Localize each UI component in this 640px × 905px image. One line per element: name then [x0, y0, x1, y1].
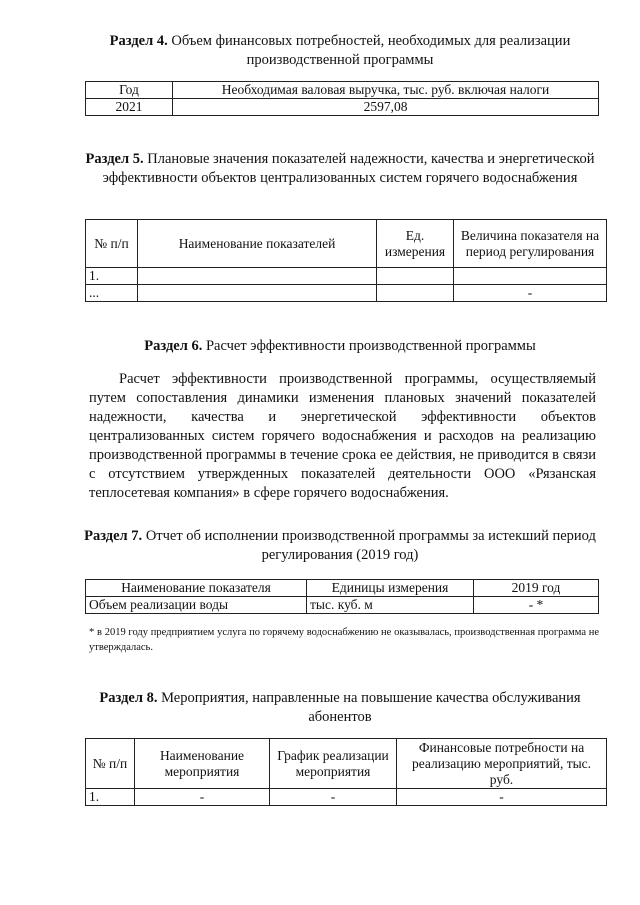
header-cell: Наименование мероприятия	[135, 739, 270, 789]
section7-heading	[70, 527, 610, 565]
table-cell: тыс. куб. м	[307, 597, 474, 614]
table-row	[86, 597, 599, 614]
table-cell: 1.	[86, 268, 138, 285]
table-cell: -	[454, 285, 607, 302]
header-cell: Ед. измерения	[377, 220, 454, 268]
table-cell: -	[397, 789, 607, 806]
header-cell: 2019 год	[474, 580, 599, 597]
table-header-row	[86, 739, 607, 789]
table-row	[86, 285, 607, 302]
section7-title: Отчет об исполнении производственной программы за истекший период регулирования (2019 год)	[145, 528, 596, 563]
header-cell: График реализации мероприятия	[270, 739, 397, 789]
table-cell: ...	[86, 285, 138, 302]
table-cell	[377, 285, 454, 302]
table-header-row	[86, 220, 607, 268]
section5-title: Плановые значения показателей надежности, качества и энергетической эффективности объектов централизованных систем горячего водоснабжения	[102, 151, 595, 186]
section4-table	[85, 81, 599, 116]
section6-heading	[70, 337, 610, 356]
section6-label: Раздел 6.	[144, 338, 203, 354]
section4-heading	[70, 32, 610, 70]
table-header-row	[86, 82, 599, 99]
header-cell: № п/п	[86, 220, 138, 268]
table-header-row	[86, 580, 599, 597]
header-cell: Наименование показателя	[86, 580, 307, 597]
section8-title: Мероприятия, направленные на повышение качества обслуживания абонентов	[161, 690, 581, 725]
section7-label: Раздел 7.	[84, 528, 143, 544]
section5-label: Раздел 5.	[85, 151, 144, 167]
table-cell: Объем реализации воды	[86, 597, 307, 614]
table-cell: -	[135, 789, 270, 806]
header-cell: Год	[86, 82, 173, 99]
table-cell: 2021	[86, 99, 173, 116]
section6-title: Расчет эффективности производственной программы	[205, 338, 536, 354]
table-row	[86, 99, 599, 116]
table-cell	[138, 285, 377, 302]
header-cell: Единицы измерения	[307, 580, 474, 597]
table-cell	[138, 268, 377, 285]
table-cell: 2597,08	[173, 99, 599, 116]
table-cell: - *	[474, 597, 599, 614]
header-cell: № п/п	[86, 739, 135, 789]
header-cell: Необходимая валовая выручка, тыс. руб. включая налоги	[173, 82, 599, 99]
table-cell: 1.	[86, 789, 135, 806]
header-cell: Наименование показателей	[138, 220, 377, 268]
table-cell	[454, 268, 607, 285]
section6-paragraph: Расчет эффективности производственной программы, осуществляемый путем сопоставления динамики изменения плановых значений показателей надежности, качества и энергетической эффективности объектов централизованных систем горячего водоснабжения и расходов на реализацию производственной программы в течение срока ее действия, не приводится в связи с отсутствием утвержденных показателей деятельности ООО «Рязанская теплосетевая компания» в сфере горячего водоснабжения.	[89, 371, 596, 501]
table-row	[86, 268, 607, 285]
section8-table	[85, 738, 607, 806]
section4-label: Раздел 4.	[109, 33, 168, 49]
section4-title: Объем финансовых потребностей, необходимых для реализации производственной программы	[171, 33, 571, 68]
header-cell: Величина показателя на период регулирования	[454, 220, 607, 268]
section5-heading	[70, 150, 610, 188]
table-cell	[377, 268, 454, 285]
section7-footnote: * в 2019 году предприятием услуга по горячему водоснабжению не оказывалась, производственная программа не утверждалась.	[89, 627, 599, 653]
header-cell: Финансовые потребности на реализацию мероприятий, тыс. руб.	[397, 739, 607, 789]
table-row	[86, 789, 607, 806]
table-cell: -	[270, 789, 397, 806]
section5-table	[85, 219, 607, 302]
section8-heading	[70, 689, 610, 727]
section8-label: Раздел 8.	[99, 690, 158, 706]
section7-table	[85, 579, 599, 614]
